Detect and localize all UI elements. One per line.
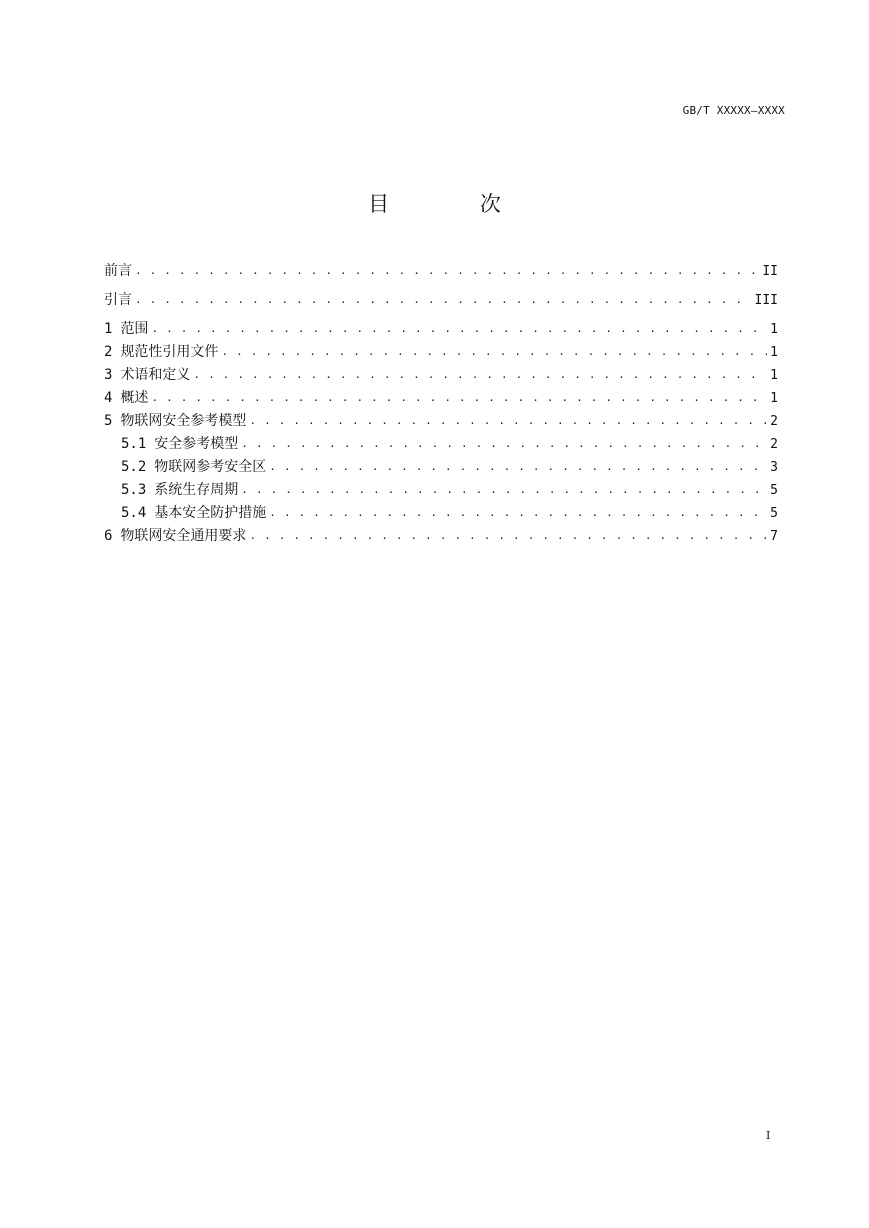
toc-entry-basic-protection-measures[interactable] <box>104 502 778 525</box>
dot-leader <box>249 414 767 427</box>
toc-entry-number: 1 <box>104 321 113 337</box>
toc-entry-number: 5.1 <box>121 436 147 452</box>
toc-entry-page: 2 <box>770 414 778 429</box>
dot-leader <box>193 368 767 381</box>
toc-entry-page: 7 <box>770 529 778 544</box>
dot-leader <box>135 293 752 306</box>
toc-entry-page: 1 <box>770 368 778 383</box>
toc-entry-number: 5 <box>104 413 113 429</box>
toc-entry-title: 概述 <box>120 390 149 406</box>
toc-entry-reference-security-zones[interactable] <box>104 456 778 479</box>
toc-entry-title: 术语和定义 <box>120 367 191 383</box>
toc-entry-page: 3 <box>770 460 778 475</box>
dot-leader <box>269 460 767 473</box>
toc-entry-number: 3 <box>104 367 113 383</box>
toc-entry-title: 引言 <box>104 292 132 308</box>
toc-entry-number: 5.3 <box>121 482 147 498</box>
toc-entry-system-life-cycle[interactable] <box>104 479 778 502</box>
toc-entry-foreword[interactable] <box>104 260 778 289</box>
toc-entry-overview[interactable] <box>104 387 778 410</box>
dot-leader <box>241 437 767 450</box>
toc-entry-title: 前言 <box>104 263 132 279</box>
toc-entry-number: 5.4 <box>121 505 147 521</box>
page-number: I <box>766 1129 771 1142</box>
dot-leader <box>151 391 767 404</box>
toc-entry-title: 物联网参考安全区 <box>154 459 267 475</box>
toc-entry-security-reference-model[interactable] <box>104 433 778 456</box>
toc-entry-title: 系统生存周期 <box>154 482 239 498</box>
toc-entry-number: 6 <box>104 528 113 544</box>
toc-entry-page: II <box>762 264 778 279</box>
toc-entry-title: 安全参考模型 <box>154 436 239 452</box>
toc-entry-number: 5.2 <box>121 459 147 475</box>
toc-entry-iot-security-reference-model[interactable] <box>104 410 778 433</box>
toc-entry-title: 物联网安全通用要求 <box>120 528 247 544</box>
toc-entry-page: 1 <box>770 322 778 337</box>
toc-entry-page: 5 <box>770 483 778 498</box>
toc-title: 目 次 <box>368 192 543 216</box>
toc-entry-number: 4 <box>104 390 113 406</box>
toc-entry-normative-references[interactable] <box>104 341 778 364</box>
toc-entry-title: 规范性引用文件 <box>120 344 219 360</box>
dot-leader <box>135 264 759 277</box>
dot-leader <box>221 345 767 358</box>
dot-leader <box>249 529 767 542</box>
toc-entry-page: 1 <box>770 391 778 406</box>
table-of-contents <box>104 260 778 548</box>
dot-leader <box>241 483 767 496</box>
toc-entry-title: 范围 <box>120 321 149 337</box>
toc-entry-scope[interactable] <box>104 318 778 341</box>
toc-entry-title: 基本安全防护措施 <box>154 505 267 521</box>
dot-leader <box>151 322 767 335</box>
toc-entry-number: 2 <box>104 344 113 360</box>
toc-entry-general-security-requirements[interactable] <box>104 525 778 548</box>
dot-leader <box>269 506 767 519</box>
toc-entry-page: 5 <box>770 506 778 521</box>
toc-entry-page: III <box>754 293 778 308</box>
toc-entry-introduction[interactable] <box>104 289 778 318</box>
toc-entry-title: 物联网安全参考模型 <box>120 413 247 429</box>
toc-entry-page: 1 <box>770 345 778 360</box>
toc-entry-page: 2 <box>770 437 778 452</box>
document-code: GB/T XXXXX—XXXX <box>682 104 785 117</box>
toc-entry-terms-definitions[interactable] <box>104 364 778 387</box>
